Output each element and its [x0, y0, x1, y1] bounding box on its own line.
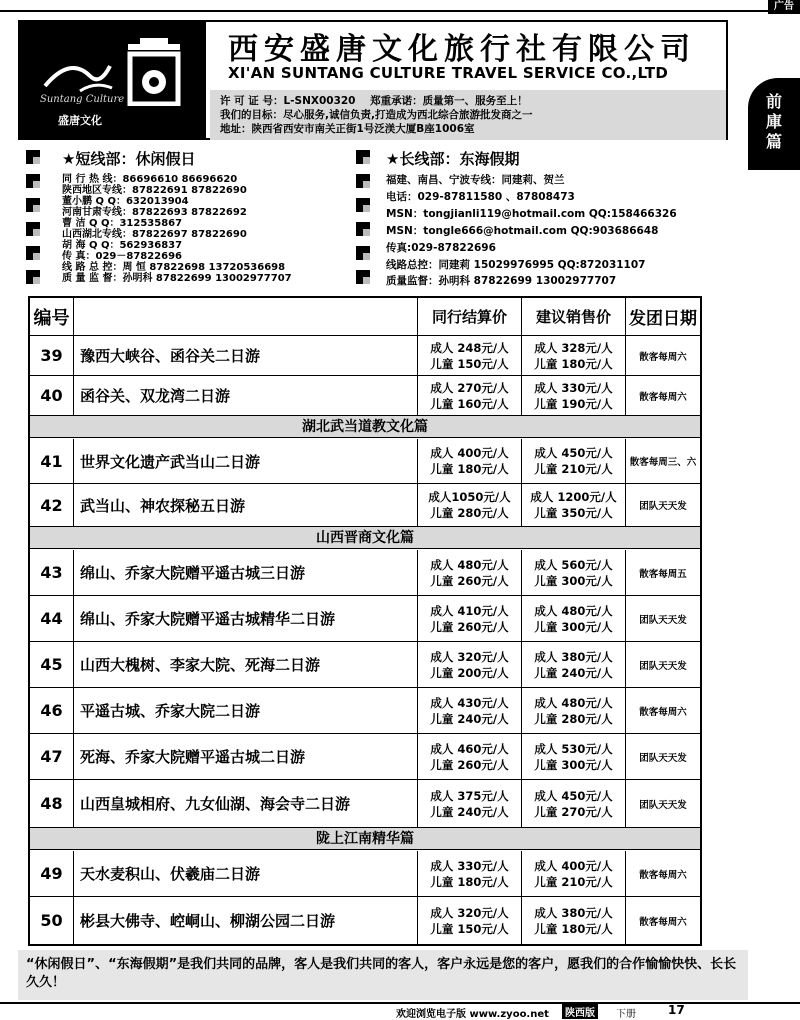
price-child: 儿童 240元/人	[430, 711, 509, 726]
row-tour-name: 绵山、乔家大院赠平遥古城三日游	[74, 550, 418, 595]
row-tour-name: 平遥古城、乔家大院二日游	[74, 688, 418, 733]
bullet-square-icon	[356, 198, 370, 212]
row-departure: 散客每周六	[639, 351, 687, 363]
long-line-line: 线路总控：同建莉 15029976995 QQ:872031107	[386, 259, 646, 271]
row-trade-price	[418, 851, 522, 896]
price-adult: 成人 320元/人	[430, 905, 509, 920]
row-retail-price	[522, 484, 626, 526]
price-adult: 成人 330元/人	[430, 858, 509, 873]
price-child: 儿童 210元/人	[534, 874, 613, 889]
price-child: 儿童 350元/人	[534, 506, 613, 520]
price-adult: 成人 530元/人	[534, 741, 613, 756]
short-line-line: 质 量 监 督：孙明科 87822699 13002977707	[62, 273, 292, 284]
row-retail-price	[522, 897, 626, 944]
row-tour-name: 武当山、神农探秘五日游	[74, 484, 418, 526]
row-retail-price	[522, 734, 626, 779]
bullet-square-icon	[356, 222, 370, 236]
volume-label: 下册	[616, 1009, 636, 1020]
top-bar	[0, 0, 800, 14]
row-no: 40	[30, 376, 74, 415]
header-name	[74, 298, 418, 335]
row-retail-price	[522, 439, 626, 483]
row-trade-price	[418, 336, 522, 375]
row-no: 44	[30, 596, 74, 641]
promise-text: 郑重承诺：质量第一、服务至上！	[370, 95, 528, 107]
price-adult: 成人 460元/人	[430, 741, 509, 756]
short-line-line: 山西湖北专线：87822697 87822690	[62, 229, 247, 240]
table-row	[30, 851, 700, 897]
long-line-line: 质量监督：孙明科 87822699 13002977707	[386, 275, 617, 287]
long-line-title: ★长线部：东海假期	[386, 150, 520, 168]
header-departure-date: 发团日期	[629, 309, 697, 329]
row-no: 41	[30, 439, 74, 483]
row-trade-price	[418, 897, 522, 944]
long-line-line: 福建、南昌、宁波专线：同建莉、贺兰	[386, 174, 565, 186]
row-departure: 散客每周六	[639, 706, 687, 718]
short-line-line: 董小鹏 Q Q：632013904	[62, 196, 189, 207]
price-child: 儿童 300元/人	[534, 757, 613, 772]
price-adult: 成人 480元/人	[534, 603, 613, 618]
price-child: 儿童 260元/人	[430, 619, 509, 634]
company-header	[18, 20, 728, 140]
row-tour-name: 山西大槐树、李家大院、死海二日游	[74, 642, 418, 687]
row-departure: 团队天天发	[639, 501, 687, 512]
row-departure: 散客每周六	[639, 869, 687, 881]
company-title-cn: 西安盛唐文化旅行社有限公司	[228, 32, 696, 67]
short-line-line: 线 路 总 控：周 恒 87822698 13720536698	[62, 262, 286, 273]
logo-cn-text: 盛唐文化	[58, 114, 102, 127]
long-line-line: MSN：tongle666@hotmail.com QQ:903686648	[386, 225, 659, 237]
price-adult: 成人 560元/人	[534, 557, 613, 572]
price-child: 儿童 200元/人	[430, 665, 509, 680]
short-line-line: 河南甘肃专线：87822693 87822692	[62, 207, 247, 218]
row-retail-price	[522, 550, 626, 595]
bullet-square-icon	[26, 222, 40, 236]
long-line-line: 电话：029-87811580 、87808473	[386, 191, 575, 203]
long-line-line: 传真:029-87822696	[386, 242, 496, 254]
row-retail-price	[522, 336, 626, 375]
price-adult: 成人 330元/人	[534, 380, 613, 395]
header-retail-price: 建议销售价	[522, 298, 626, 335]
header-trade-price: 同行结算价	[418, 298, 522, 335]
row-tour-name: 彬县大佛寺、崆峒山、柳湖公园二日游	[74, 897, 418, 944]
price-child: 儿童 180元/人	[534, 356, 613, 371]
side-tab-char-3: 篇	[765, 132, 782, 151]
price-adult: 成人 248元/人	[430, 340, 509, 355]
section-title-shanxi: 山西晋商文化篇	[30, 527, 700, 549]
table-row	[30, 484, 700, 527]
bullet-square-icon	[26, 246, 40, 260]
table-row	[30, 596, 700, 642]
row-no: 43	[30, 550, 74, 595]
short-line-line: 陕西地区专线：87822691 87822690	[62, 185, 247, 196]
bullet-square-icon	[356, 246, 370, 260]
row-trade-price	[418, 688, 522, 733]
row-tour-name: 死海、乔家大院赠平遥古城二日游	[74, 734, 418, 779]
price-child: 儿童 190元/人	[534, 396, 613, 411]
company-title-en: XI'AN SUNTANG CULTURE TRAVEL SERVICE CO.,LTD	[228, 64, 669, 82]
table-row	[30, 897, 700, 944]
price-child: 儿童 280元/人	[534, 711, 613, 726]
row-no: 46	[30, 688, 74, 733]
price-adult: 成人 400元/人	[430, 446, 509, 460]
row-no: 42	[30, 484, 74, 526]
row-departure: 散客每周五	[639, 568, 687, 580]
row-departure: 散客每周六	[639, 391, 687, 403]
price-child: 儿童 180元/人	[534, 921, 613, 936]
company-logo	[20, 22, 206, 138]
row-retail-price	[522, 780, 626, 827]
row-tour-name: 世界文化遗产武当山二日游	[74, 439, 418, 483]
row-trade-price	[418, 780, 522, 827]
bullet-square-icon	[356, 150, 370, 164]
short-line-line: 胡 海 Q Q：562936837	[62, 240, 183, 251]
price-adult: 成人 270元/人	[430, 380, 509, 395]
price-adult: 成人 320元/人	[430, 649, 509, 664]
price-child: 儿童 280元/人	[430, 506, 509, 520]
row-trade-price	[418, 642, 522, 687]
edition-badge: 陕西版	[562, 1004, 598, 1019]
page-number: 17	[668, 1003, 685, 1017]
bullet-square-icon	[26, 150, 40, 164]
header-no: 编号	[30, 298, 74, 335]
price-adult: 成人 450元/人	[534, 446, 613, 460]
site-url[interactable]: 欢迎浏览电子版 www.zyoo.net	[396, 1009, 549, 1020]
price-adult: 成人 430元/人	[430, 695, 509, 710]
table-row	[30, 376, 700, 416]
section-side-tab	[748, 78, 800, 170]
bullet-square-icon	[26, 270, 40, 284]
row-tour-name: 山西皇城相府、九女仙湖、海会寺二日游	[74, 780, 418, 827]
row-no: 48	[30, 780, 74, 827]
brand-slogan: “休闲假日”、“东海假期”是我们共同的品牌，客人是我们共同的客人，客户永远是您的客户，愿我们的合作愉愉快快、长长久久！	[26, 957, 737, 990]
price-child: 儿童 260元/人	[430, 757, 509, 772]
price-adult: 成人 400元/人	[534, 858, 613, 873]
price-adult: 成人 1200元/人	[530, 490, 617, 504]
row-retail-price	[522, 688, 626, 733]
price-adult: 成人 380元/人	[534, 905, 613, 920]
table-row	[30, 439, 700, 484]
row-tour-name: 函谷关、双龙湾二日游	[74, 376, 418, 415]
row-retail-price	[522, 376, 626, 415]
row-departure: 团队天天发	[639, 799, 687, 811]
short-line-line: 同 行 热 线：86696610 86696620	[62, 174, 238, 185]
row-no: 50	[30, 897, 74, 944]
section-title-hubei: 湖北武当道教文化篇	[30, 416, 700, 438]
logo-script-text: Suntang Culture	[40, 94, 125, 105]
row-trade-price	[418, 439, 522, 483]
price-child: 儿童 150元/人	[430, 356, 509, 371]
bullet-square-icon	[356, 270, 370, 284]
row-trade-price	[418, 596, 522, 641]
table-row	[30, 550, 700, 596]
bullet-square-icon	[356, 174, 370, 188]
price-child: 儿童 240元/人	[430, 804, 509, 819]
row-tour-name: 绵山、乔家大院赠平遥古城精华二日游	[74, 596, 418, 641]
row-tour-name: 天水麦积山、伏羲庙二日游	[74, 851, 418, 896]
price-child: 儿童 300元/人	[534, 573, 613, 588]
price-child: 儿童 260元/人	[430, 573, 509, 588]
row-trade-price	[418, 550, 522, 595]
row-trade-price	[418, 734, 522, 779]
table-row	[30, 734, 700, 780]
price-child: 儿童 150元/人	[430, 921, 509, 936]
price-adult: 成人 480元/人	[430, 557, 509, 572]
bullet-square-icon	[26, 174, 40, 188]
price-child: 儿童 180元/人	[430, 874, 509, 889]
short-line-title: ★短线部：休闲假日	[62, 150, 196, 168]
goal-text: 我们的目标：尽心服务,诚信负责,打造成为西北综合旅游批发商之一	[220, 109, 533, 121]
row-departure: 团队天天发	[639, 660, 687, 672]
row-trade-price	[418, 484, 522, 526]
price-child: 儿童 270元/人	[534, 804, 613, 819]
row-tour-name: 豫西大峡谷、函谷关二日游	[74, 336, 418, 375]
price-adult: 成人1050元/人	[428, 490, 511, 504]
tour-price-table	[28, 296, 702, 946]
short-line-line: 曹 洁 Q Q：312535867	[62, 218, 183, 229]
row-departure: 团队天天发	[639, 752, 687, 764]
contact-section	[26, 146, 726, 286]
price-child: 儿童 160元/人	[430, 396, 509, 411]
price-child: 儿童 240元/人	[534, 665, 613, 680]
brand-slogan-box	[18, 950, 748, 1000]
long-line-line: MSN：tongjianli119@hotmail.com QQ:158466326	[386, 208, 677, 220]
side-tab-char-2: 庫	[765, 112, 782, 131]
table-row	[30, 688, 700, 734]
row-no: 47	[30, 734, 74, 779]
row-retail-price	[522, 596, 626, 641]
license-text: 许 可 证 号：L-SNX00320	[220, 95, 356, 107]
bullet-square-icon	[26, 198, 40, 212]
table-row	[30, 336, 700, 376]
row-departure: 散客每周六	[639, 916, 687, 928]
row-no: 39	[30, 336, 74, 375]
table-header-row	[30, 298, 700, 336]
price-adult: 成人 380元/人	[534, 649, 613, 664]
company-info-box	[210, 90, 726, 140]
price-adult: 成人 328元/人	[534, 340, 613, 355]
row-retail-price	[522, 642, 626, 687]
row-no: 49	[30, 851, 74, 896]
price-adult: 成人 450元/人	[534, 788, 613, 803]
price-child: 儿童 300元/人	[534, 619, 613, 634]
ad-tag: 广告	[768, 0, 800, 14]
section-title-longshang: 陇上江南精华篇	[30, 828, 700, 850]
price-child: 儿童 210元/人	[534, 462, 613, 476]
price-adult: 成人 480元/人	[534, 695, 613, 710]
page-footer	[0, 1002, 800, 1020]
row-no: 45	[30, 642, 74, 687]
row-departure: 团队天天发	[639, 614, 687, 626]
top-rule	[0, 10, 800, 12]
price-adult: 成人 375元/人	[430, 788, 509, 803]
price-child: 儿童 180元/人	[430, 462, 509, 476]
table-row	[30, 780, 700, 828]
side-tab-char-1: 前	[765, 92, 782, 111]
price-adult: 成人 410元/人	[430, 603, 509, 618]
row-retail-price	[522, 851, 626, 896]
address-text: 地址：陕西省西安市南关正街1号泛渼大厦B座1006室	[220, 123, 475, 135]
row-trade-price	[418, 376, 522, 415]
short-line-line: 传 真：029－87822696	[62, 251, 183, 262]
row-departure: 散客每周三、六	[629, 457, 697, 468]
table-row	[30, 642, 700, 688]
